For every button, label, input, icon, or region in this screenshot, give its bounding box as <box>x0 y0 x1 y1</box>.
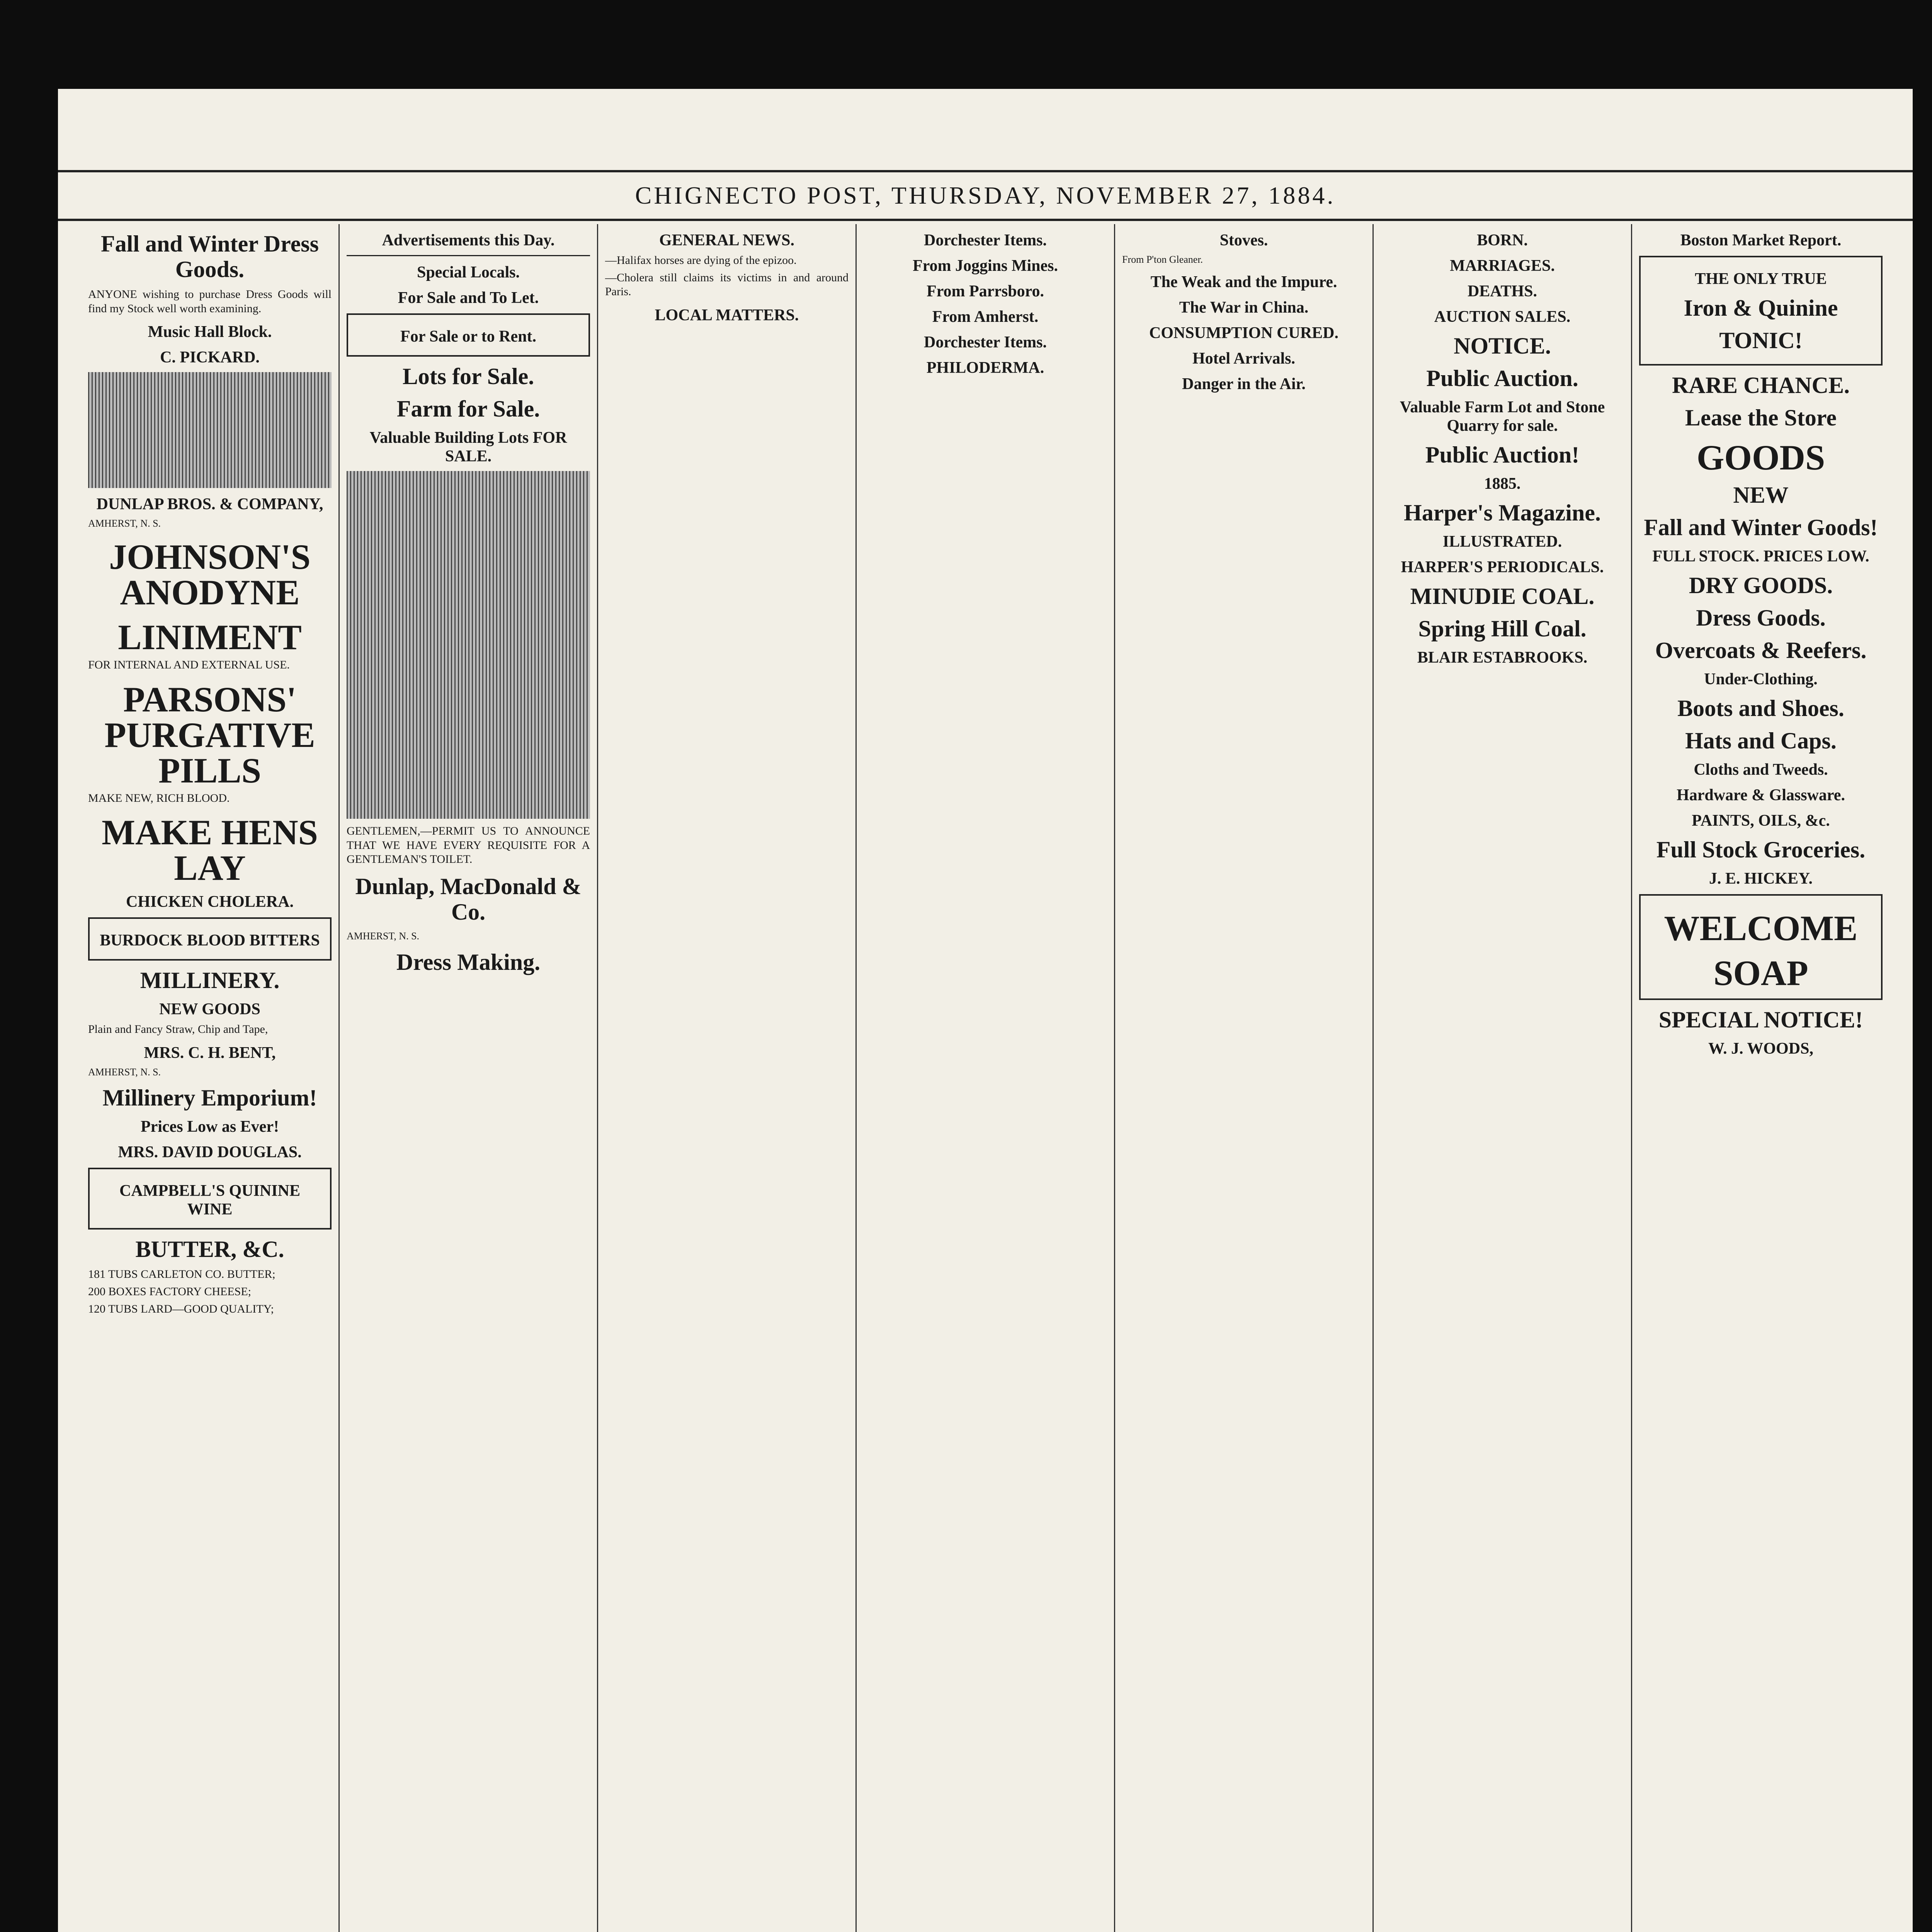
newspaper-page <box>58 89 1913 1932</box>
parrsboro-heading: From Parrsboro. <box>926 282 1044 300</box>
estabrooks-name: BLAIR ESTABROOKS. <box>1417 649 1588 667</box>
tonic-line-1: THE ONLY TRUE <box>1695 270 1827 288</box>
gleaner-source: From P'ton Gleaner. <box>1122 254 1203 265</box>
farm-heading: Farm for Sale. <box>396 396 540 422</box>
column-3 <box>598 224 857 1932</box>
boots-shoes: Boots and Shoes. <box>1677 696 1844 721</box>
lots-heading: Lots for Sale. <box>402 364 534 389</box>
soap-title: SOAP <box>1713 953 1808 993</box>
butter-line-1: 181 TUBS CARLETON CO. BUTTER; <box>88 1268 276 1281</box>
hotel-arrivals-heading: Hotel Arrivals. <box>1192 349 1295 367</box>
paints-illustration <box>88 372 332 488</box>
marriages-heading: MARRIAGES. <box>1450 257 1555 275</box>
pills-word-2: PURGATIVE <box>104 715 315 755</box>
butter-line-3: 120 TUBS LARD—GOOD QUALITY; <box>88 1302 274 1315</box>
for-sale-heading: For Sale and To Let. <box>398 289 539 307</box>
rare-chance: RARE CHANCE. <box>1672 372 1850 398</box>
douglas-name: MRS. DAVID DOUGLAS. <box>118 1143 302 1162</box>
column-1 <box>81 224 340 1932</box>
advertisements-heading: Advertisements this Day. <box>382 231 555 249</box>
for-rent-box <box>347 313 590 357</box>
hickey-name: J. E. HICKEY. <box>1709 870 1813 888</box>
news-item-1: —Halifax horses are dying of the epizoo. <box>605 254 797 267</box>
dunlap-macdonald: Dunlap, MacDonald & Co. <box>355 873 582 925</box>
year-1885: 1885. <box>1484 475 1521 493</box>
spring-hill-coal: Spring Hill Coal. <box>1418 616 1587 641</box>
quinine-wine-seal <box>88 1168 332 1230</box>
lease-store: Lease the Store <box>1685 405 1837 430</box>
stoves-heading: Stoves. <box>1219 231 1268 249</box>
harpers-magazine: Harper's Magazine. <box>1404 500 1601 526</box>
column-5 <box>1115 224 1374 1932</box>
illustrated-label: ILLUSTRATED. <box>1442 533 1562 551</box>
boston-market-heading: Boston Market Report. <box>1680 231 1842 249</box>
bitters-box <box>88 917 332 961</box>
news-item-2: —Cholera still claims its victims in and around Paris. <box>605 271 849 298</box>
new-heading: NEW <box>1733 482 1789 508</box>
dorchester-heading: Dorchester Items. <box>923 231 1047 249</box>
harpers-periodicals: HARPER'S PERIODICALS. <box>1401 558 1604 576</box>
amherst-heading: From Amherst. <box>932 308 1039 326</box>
hardware-glassware: Hardware & Glassware. <box>1677 786 1845 804</box>
dress-goods-intro: ANYONE wishing to purchase Dress Goods will find my Stock well worth examining. <box>88 288 332 315</box>
masthead: CHIGNECTO POST, THURSDAY, NOVEMBER 27, 1884. <box>58 170 1913 221</box>
dunlap-town: AMHERST, N. S. <box>88 518 161 529</box>
building-lots-heading: Valuable Building Lots FOR SALE. <box>369 429 567 465</box>
column-7 <box>1632 224 1889 1932</box>
joggins-heading: From Joggins Mines. <box>912 257 1058 275</box>
column-4 <box>857 224 1115 1932</box>
bent-town: AMHERST, N. S. <box>88 1066 161 1078</box>
born-heading: BORN. <box>1477 231 1528 249</box>
cloths-tweeds: Cloths and Tweeds. <box>1694 761 1828 779</box>
millinery-heading: MILLINERY. <box>140 968 280 993</box>
dry-goods: DRY GOODS. <box>1689 573 1833 598</box>
special-notice: SPECIAL NOTICE! <box>1658 1007 1863 1032</box>
quinine-title: CAMPBELL'S QUININE WINE <box>119 1182 300 1219</box>
local-matters-heading: LOCAL MATTERS. <box>655 306 799 324</box>
new-goods: NEW GOODS <box>159 1000 260 1019</box>
war-china-heading: The War in China. <box>1179 298 1309 316</box>
fall-winter-goods: Fall and Winter Goods! <box>1644 515 1878 540</box>
merchant-name: C. PICKARD. <box>160 349 260 367</box>
weak-impure-heading: The Weak and the Impure. <box>1150 273 1337 291</box>
for-rent-title: For Sale or to Rent. <box>400 328 536 345</box>
butter-heading: BUTTER, &C. <box>135 1236 284 1262</box>
butter-line-2: 200 BOXES FACTORY CHEESE; <box>88 1285 252 1298</box>
welcome-title: WELCOME <box>1664 908 1858 948</box>
dunlap-macdonald-town: AMHERST, N. S. <box>347 930 420 942</box>
special-locals-heading: Special Locals. <box>417 264 520 281</box>
dress-making: Dress Making. <box>396 949 541 975</box>
welcome-soap-box <box>1639 894 1883 1000</box>
under-clothing: Under-Clothing. <box>1704 670 1818 688</box>
pills-word-3: PILLS <box>158 750 261 790</box>
notice-heading: NOTICE. <box>1454 333 1551 359</box>
hens-title: MAKE HENS LAY <box>102 813 318 888</box>
divider <box>347 255 590 256</box>
consumption-heading: CONSUMPTION CURED. <box>1149 324 1338 342</box>
goods-title: GOODS <box>1696 438 1825 477</box>
dress-goods: Dress Goods. <box>1696 605 1826 631</box>
column-2 <box>340 224 598 1932</box>
full-stock: FULL STOCK. PRICES LOW. <box>1652 548 1869 565</box>
farm-lot-heading: Valuable Farm Lot and Stone Quarry for sale. <box>1400 398 1605 435</box>
parsons-title <box>88 679 332 790</box>
danger-air-heading: Danger in the Air. <box>1182 375 1306 393</box>
public-auction-heading: Public Auction. <box>1426 366 1578 391</box>
pills-word-1: PARSONS' <box>123 679 297 719</box>
anodyne-tagline: FOR INTERNAL AND EXTERNAL USE. <box>88 658 290 671</box>
bitters-title: BURDOCK BLOOD BITTERS <box>100 932 320 950</box>
gentlemen-notice: GENTLEMEN,—PERMIT US TO ANNOUNCE THAT WE HAVE EVERY REQUISITE FOR A GENTLEMAN'S TOILET. <box>347 825 590 866</box>
public-auction-2: Public Auction! <box>1425 442 1580 468</box>
bent-name: MRS. C. H. BENT, <box>144 1044 276 1062</box>
minudie-coal: MINUDIE COAL. <box>1410 583 1595 609</box>
music-hall-location: Music Hall Block. <box>148 323 272 341</box>
woods-name: W. J. WOODS, <box>1708 1040 1813 1058</box>
dress-goods-heading: Fall and Winter Dress Goods. <box>101 231 319 282</box>
general-news-heading: GENERAL NEWS. <box>659 231 795 249</box>
paints-oils: PAINTS, OILS, &c. <box>1692 812 1830 830</box>
philoderma-heading: PHILODERMA. <box>926 359 1044 377</box>
cholera-title: CHICKEN CHOLERA. <box>126 893 294 911</box>
dunlap-bros: DUNLAP BROS. & COMPANY, <box>96 495 323 514</box>
tonic-line-2: Iron & Quinine <box>1684 295 1838 321</box>
columns <box>81 224 1889 1932</box>
dorchester-items-2: Dorchester Items. <box>923 333 1047 351</box>
gentleman-illustration <box>347 471 590 819</box>
millinery-emporium: Millinery Emporium! <box>102 1085 317 1111</box>
liniment-title: LINIMENT <box>118 617 302 657</box>
deaths-heading: DEATHS. <box>1467 282 1537 300</box>
column-6 <box>1374 224 1632 1932</box>
prices-low: Prices Low as Ever! <box>140 1118 279 1136</box>
tonic-box <box>1639 256 1883 366</box>
pills-tagline: MAKE NEW, RICH BLOOD. <box>88 791 230 804</box>
overcoats: Overcoats & Reefers. <box>1655 638 1867 663</box>
full-stock-groceries: Full Stock Groceries. <box>1656 837 1866 862</box>
hats-caps: Hats and Caps. <box>1685 728 1837 753</box>
anodyne-title: JOHNSON'S ANODYNE <box>109 537 311 612</box>
tonic-line-3: TONIC! <box>1719 328 1803 353</box>
straw-line: Plain and Fancy Straw, Chip and Tape, <box>88 1023 268 1036</box>
auction-sales-heading: AUCTION SALES. <box>1434 308 1571 326</box>
